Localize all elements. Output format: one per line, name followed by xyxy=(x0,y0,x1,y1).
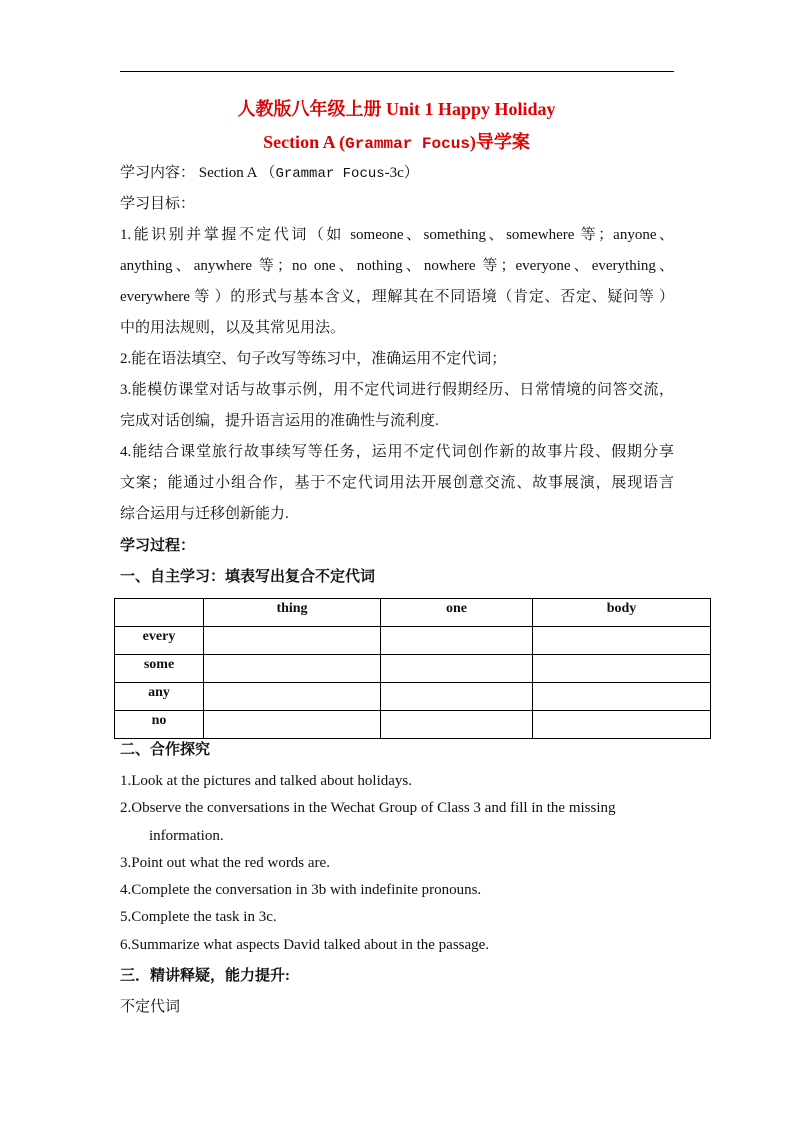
header-rule xyxy=(120,71,674,72)
process-heading: 学习过程： xyxy=(120,538,196,554)
table-header-row xyxy=(115,599,711,627)
table-row xyxy=(115,711,711,739)
row-header-no: no xyxy=(115,711,204,739)
blank-cell[interactable] xyxy=(533,711,711,739)
blank-cell[interactable] xyxy=(204,655,381,683)
column-header-one: one xyxy=(381,599,533,627)
objective-line: everywhere 等 ）的形式与基本含义，理解其在不同语境（肯定、否定、疑问等 ） xyxy=(120,289,674,305)
blank-cell[interactable] xyxy=(381,627,533,655)
objectives-heading: 学习目标： xyxy=(120,196,196,212)
column-header-thing: thing xyxy=(204,599,381,627)
row-header-some: some xyxy=(115,655,204,683)
task-item: 5.Complete the task in 3c. xyxy=(120,909,277,925)
task-item: 2.Observe the conversations in the Wechat Group of Class 3 and fill in the missing xyxy=(120,800,616,816)
objective-line: 3.能模仿课堂对话与故事示例，用不定代词进行假期经历、日常情境的问答交流， xyxy=(120,382,674,398)
row-header-every: every xyxy=(115,627,204,655)
table-corner-cell xyxy=(115,599,204,627)
objective-line: 1.能识别并掌握不定代词（如 someone、something、somewhere 等；anyone、 xyxy=(120,227,674,243)
blank-cell[interactable] xyxy=(204,683,381,711)
objective-line: 2.能在语法填空、句子改写等练习中，准确运用不定代词； xyxy=(120,351,507,367)
learning-content-section: Section A （ xyxy=(198,165,276,181)
column-header-body: body xyxy=(533,599,711,627)
row-header-any: any xyxy=(115,683,204,711)
blank-cell[interactable] xyxy=(204,711,381,739)
part3-heading: 三．精讲释疑，能力提升: xyxy=(120,968,290,984)
objective-line: 综合运用与迁移创新能力. xyxy=(120,506,289,522)
objective-line: 中的用法规则，以及其常见用法。 xyxy=(120,320,346,336)
task-item-continuation: information. xyxy=(149,828,224,844)
subtitle-part-a: Section A ( xyxy=(263,132,346,152)
blank-cell[interactable] xyxy=(381,711,533,739)
blank-cell[interactable] xyxy=(381,655,533,683)
document-subtitle xyxy=(0,130,793,156)
part2-heading: 二、合作探究 xyxy=(120,742,211,758)
objective-line: 完成对话创编，提升语言运用的准确性与流利度. xyxy=(120,413,439,429)
subtitle-grammar-focus: Grammar Focus xyxy=(345,135,470,153)
blank-cell[interactable] xyxy=(381,683,533,711)
objective-line: 4.能结合课堂旅行故事续写等任务，运用不定代词创作新的故事片段、假期分享 xyxy=(120,444,674,460)
blank-cell[interactable] xyxy=(533,655,711,683)
part1-heading: 一、自主学习：填表写出复合不定代词 xyxy=(120,569,376,585)
table-row xyxy=(115,683,711,711)
table-row xyxy=(115,627,711,655)
objective-line: 文案；能通过小组合作，基于不定代词用法开展创意交流、故事展演，展现语言 xyxy=(120,475,674,491)
table-row xyxy=(115,655,711,683)
learning-content-focus: Grammar Focus xyxy=(275,166,385,182)
task-item: 3.Point out what the red words are. xyxy=(120,855,330,871)
blank-cell[interactable] xyxy=(204,627,381,655)
objective-line: anything、anywhere 等；no one、nothing、nowhere 等；everyone、everything、 xyxy=(120,258,674,274)
subtitle-part-c: )导学案 xyxy=(469,132,530,152)
task-item: 4.Complete the conversation in 3b with indefinite pronouns. xyxy=(120,882,482,898)
blank-cell[interactable] xyxy=(533,627,711,655)
task-item: 6.Summarize what aspects David talked about in the passage. xyxy=(120,937,490,953)
learning-content-range: -3c） xyxy=(384,165,419,181)
topic-label: 不定代词 xyxy=(120,999,181,1015)
blank-cell[interactable] xyxy=(533,683,711,711)
learning-content xyxy=(120,163,419,184)
task-item: 1.Look at the pictures and talked about holidays. xyxy=(120,773,413,789)
pronoun-table xyxy=(114,598,711,739)
document-title: 人教版八年级上册 Unit 1 Happy Holiday xyxy=(237,99,556,119)
learning-content-label: 学习内容： xyxy=(120,165,196,181)
